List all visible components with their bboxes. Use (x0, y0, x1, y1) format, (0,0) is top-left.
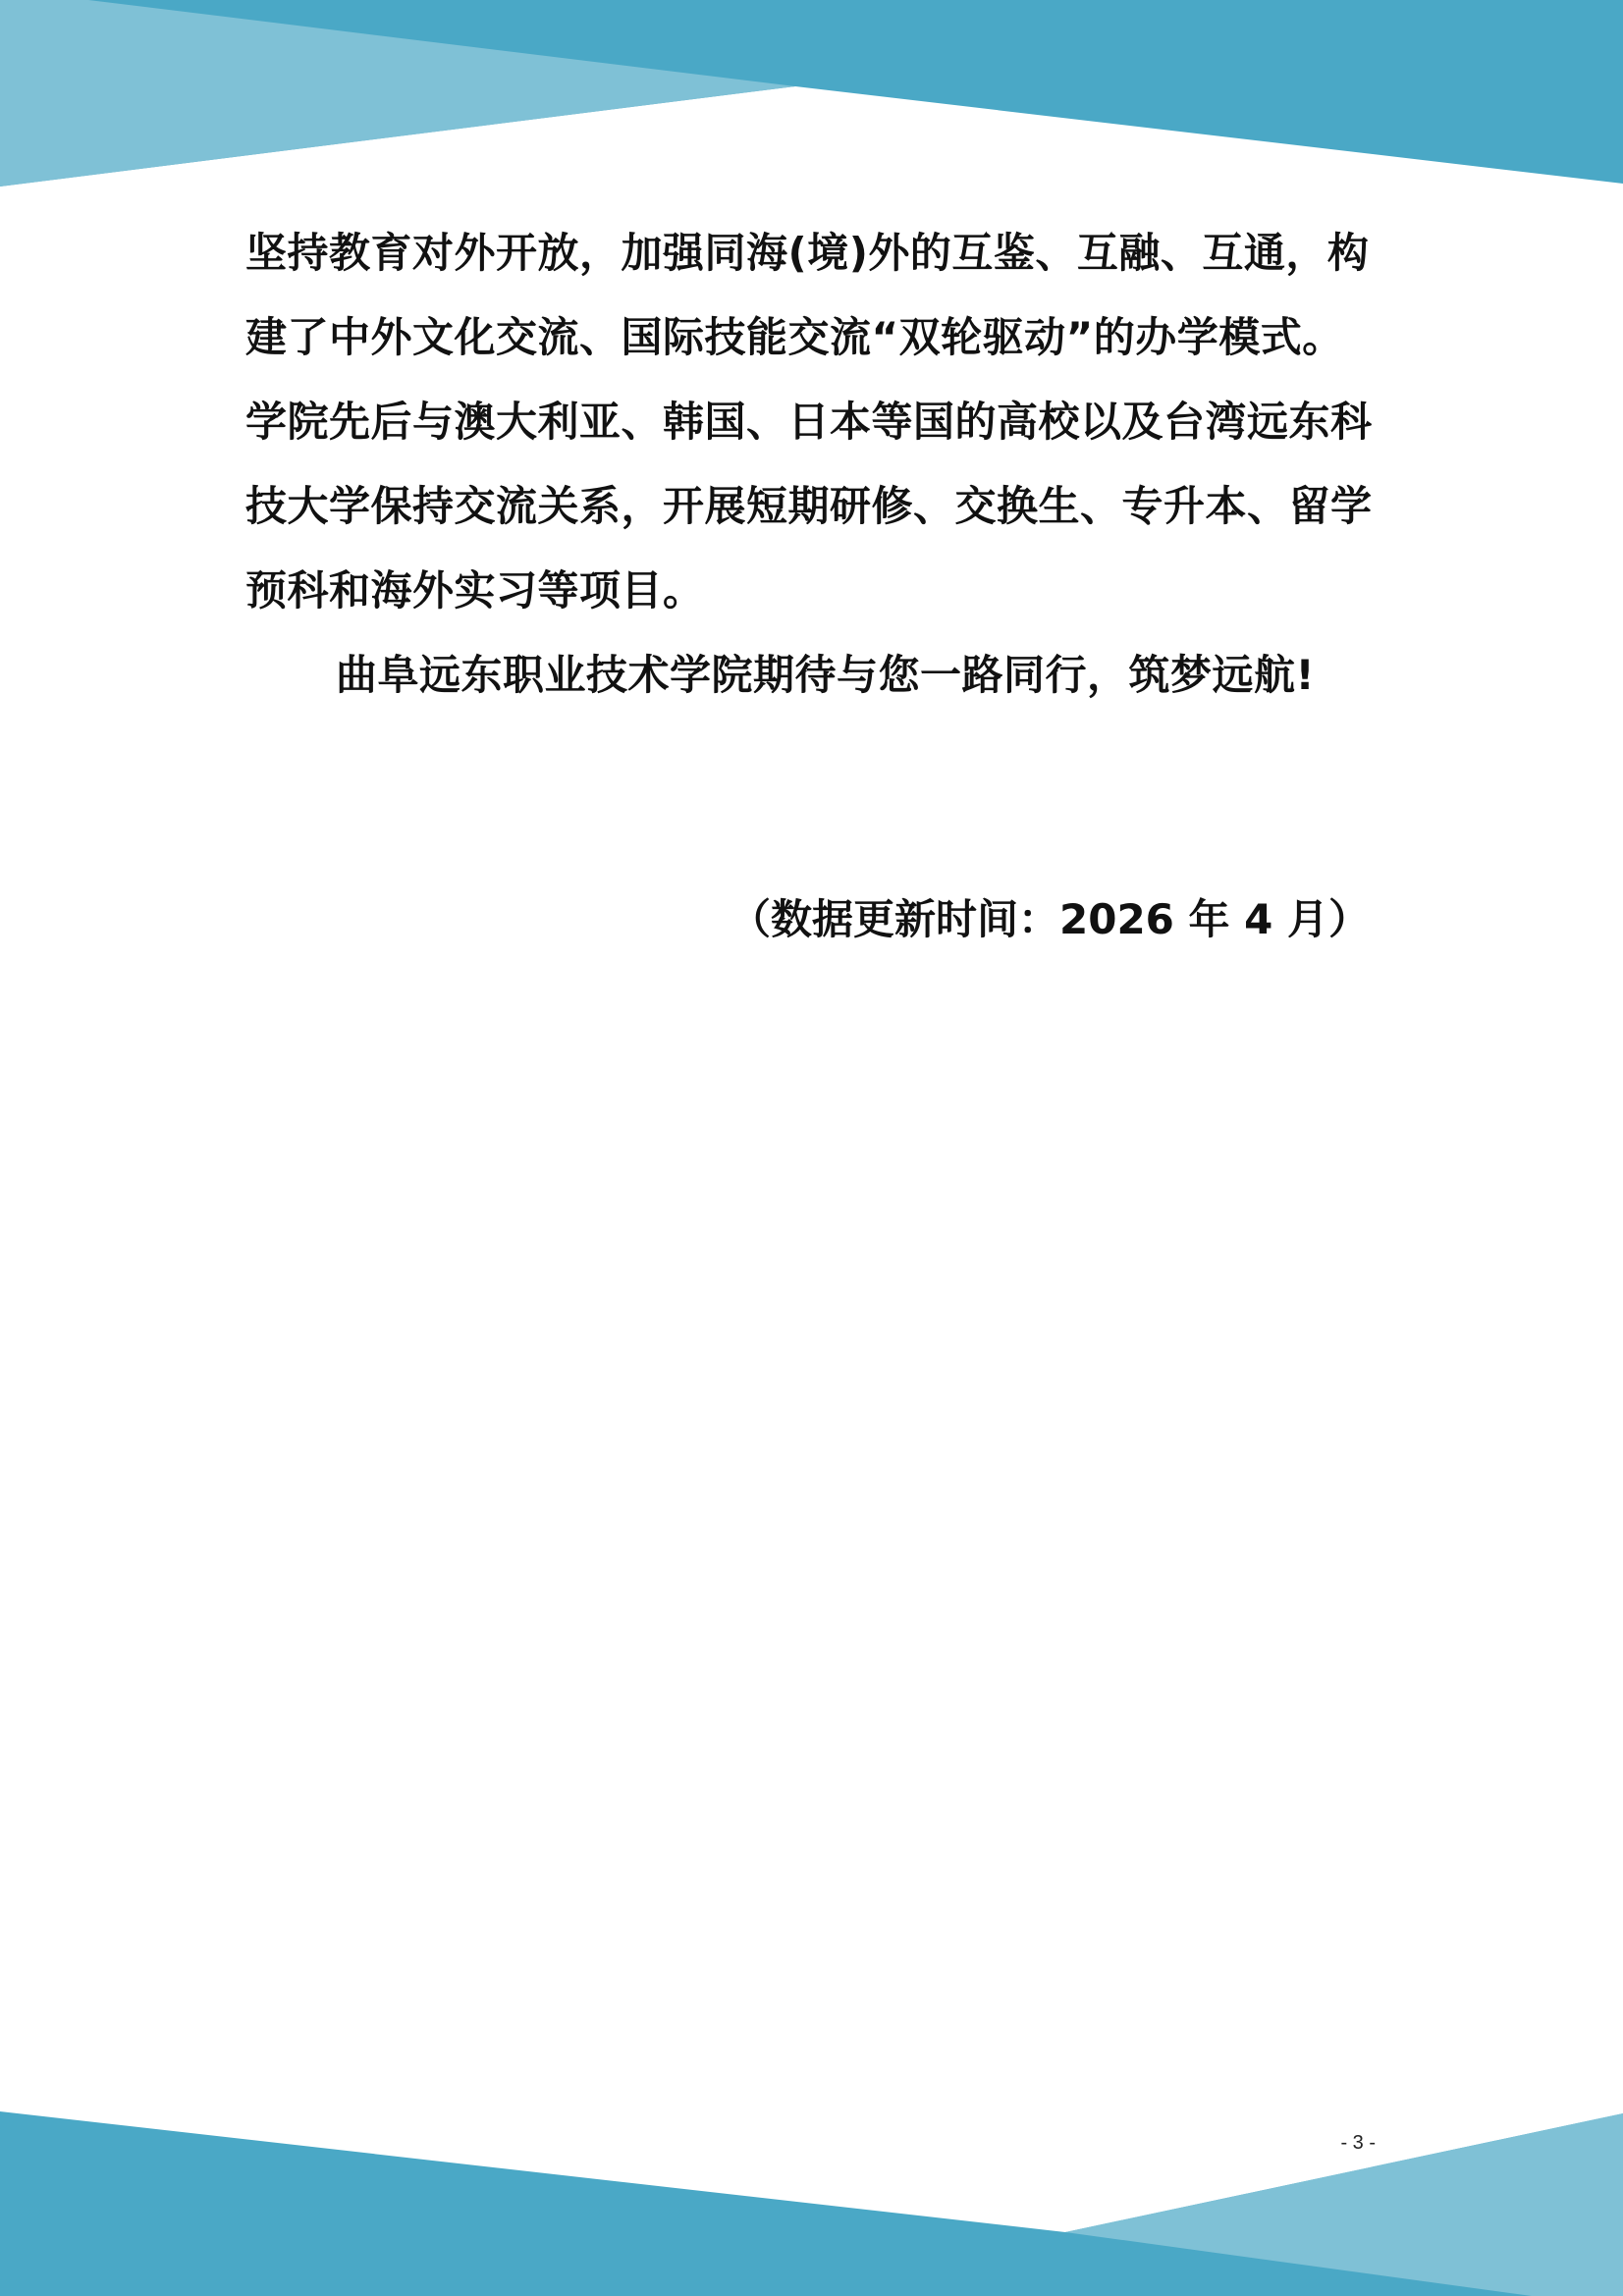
body-paragraph-exchange: 坚持教育对外开放，加强同海(境)外的互鉴、互融、互通，构建了中外文化交流、国际技能交流“双轮驱动”的办学模式。学院先后与澳大利亚、韩国、日本等国的高校以及台湾远东科技大学保持交流关系，开展短期研修、交换生、专升本、留学预科和海外实习等项目。 (245, 229, 1373, 614)
page-number: - 3 - (1340, 2132, 1376, 2154)
data-update-note: （数据更新时间：2026 年 4 月） (730, 895, 1370, 943)
document-body (245, 211, 1384, 718)
top-decorative-banner (0, 0, 1623, 196)
body-paragraph-closing: 曲阜远东职业技术学院期待与您一路同行，筑梦远航! (336, 651, 1316, 699)
bottom-decorative-banner (0, 2100, 1623, 2296)
